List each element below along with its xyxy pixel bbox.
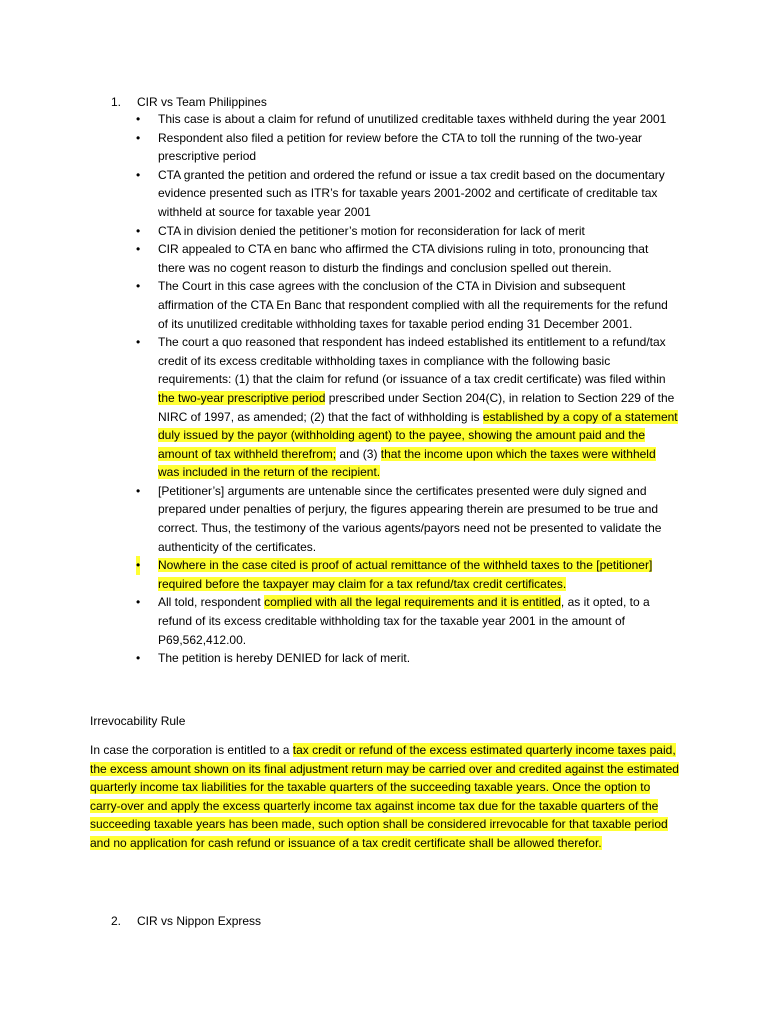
- bullet-dot-icon: •: [136, 167, 141, 182]
- list-item: [138, 482, 678, 556]
- list-item: [138, 240, 678, 277]
- bullet-dot-icon: •: [136, 335, 141, 350]
- bullet-dot-icon: •: [136, 242, 141, 257]
- highlighted-text: the two-year prescriptive period: [158, 390, 326, 405]
- bullet-list: [138, 110, 678, 668]
- section-heading-2: [111, 912, 261, 930]
- bullet-text: and (3): [336, 446, 381, 461]
- bullet-text: The petition is hereby DENIED for lack of merit.: [158, 651, 411, 666]
- bullet-text: The court a quo reasoned that respondent has indeed established its entitlement to a refund/tax credit of its excess creditable withholding taxes in compliance with the following basic requirements: (1) that the claim for refund (or issuance of a tax credit certificate) was filed within: [158, 335, 666, 387]
- bullet-text: Respondent also filed a petition for review before the CTA to toll the running of the two-year prescriptive period: [158, 130, 643, 164]
- highlighted-text: complied with all the legal requirements and it is entitled: [264, 595, 561, 610]
- bullet-text: [Petitioner’s] arguments are untenable since the certificates presented were duly signed and prepared under penalties of perjury, the figures appearing therein are presumed to be true and correct. Thus, the testimony of the various agents/payors need not be presented to validate the authenticity of the certificates.: [158, 483, 662, 554]
- list-item: [138, 556, 678, 593]
- bullet-text: prescribed under Section 204(C), in relation to Section 229 of the NIRC of 1997, as amended; (2) that the fact of withholding is: [158, 390, 675, 424]
- bullet-text: CIR appealed to CTA en banc who affirmed the CTA divisions ruling in toto, pronouncing that there was no cogent reason to disturb the findings and conclusion spelled out therein.: [158, 242, 649, 275]
- bullet-text: CTA in division denied the petitioner’s motion for reconsideration for lack of merit: [158, 223, 585, 238]
- list-item: [138, 110, 678, 129]
- highlighted-text: tax credit or refund of the excess estimated quarterly income taxes paid, the excess amount shown on its final adjustment return may be carried over and credited against the estimated quarterly income tax liabilities for the taxable quarters of the succeeding taxable years. Once the option to carry-over and apply the excess quarterly income tax against income tax due for the taxable quarters of the succeeding taxable years has been made, such option shall be considered irrevocable for that taxable period and no application for cash refund or issuance of a tax credit certificate shall be allowed therefor.: [90, 743, 679, 850]
- irrevocability-paragraph: [90, 741, 680, 853]
- bullet-text: , as it opted, to a refund of its excess creditable withholding tax for the taxable year 2001 in the amount of P69,562,412.00.: [158, 595, 650, 647]
- list-item: [138, 277, 678, 333]
- list-item: [138, 649, 678, 668]
- list-item: [138, 333, 678, 482]
- section-title: CIR vs Team Philippines: [137, 95, 267, 109]
- list-item: [138, 222, 678, 241]
- section-number: 2.: [111, 914, 122, 928]
- bullet-text: All told, respondent: [158, 595, 265, 610]
- highlighted-text: established by a copy of a statement duly issued by the payor (withholding agent) to the payee, showing the amount paid and the amount of tax withheld therefrom;: [158, 409, 678, 461]
- section-number: 1.: [111, 95, 122, 109]
- bullet-dot-icon: •: [136, 130, 141, 145]
- bullet-text: This case is about a claim for refund of unutilized creditable taxes withheld during the year 2001: [158, 112, 667, 126]
- irrevocability-rule-heading: Irrevocability Rule: [90, 714, 186, 728]
- highlighted-text: that the income upon which the taxes were withheld was included in the return of the recipient.: [158, 446, 656, 480]
- highlighted-text: Nowhere in the case cited is proof of actual remittance of the withheld taxes to the [petitioner] required before the taxpayer may claim for a tax refund/tax credit certificates.: [158, 558, 653, 591]
- bullet-dot-icon: •: [136, 556, 140, 575]
- paragraph-text: In case the corporation is entitled to a: [90, 743, 293, 757]
- list-item: [138, 166, 678, 222]
- section-title: CIR vs Nippon Express: [137, 914, 262, 928]
- list-item: [138, 593, 678, 649]
- bullet-dot-icon: •: [136, 483, 141, 498]
- section-heading-1: [111, 93, 267, 111]
- bullet-dot-icon: •: [136, 595, 141, 610]
- bullet-text: CTA granted the petition and ordered the refund or issue a tax credit based on the documentary evidence presented such as ITR’s for taxable years 2001-2002 and certificate of creditable tax withheld at source for taxable year 2001: [158, 167, 665, 219]
- bullet-dot-icon: •: [136, 112, 141, 126]
- bullet-dot-icon: •: [136, 279, 141, 294]
- bullet-text: The Court in this case agrees with the conclusion of the CTA in Division and subsequent affirmation of the CTA En Banc that respondent complied with all the requirements for the refund of its unutilized creditable withholding taxes for taxable period ending 31 December 2001.: [158, 279, 668, 331]
- list-item: [138, 129, 678, 166]
- bullet-dot-icon: •: [136, 223, 141, 238]
- bullet-dot-icon: •: [136, 651, 141, 666]
